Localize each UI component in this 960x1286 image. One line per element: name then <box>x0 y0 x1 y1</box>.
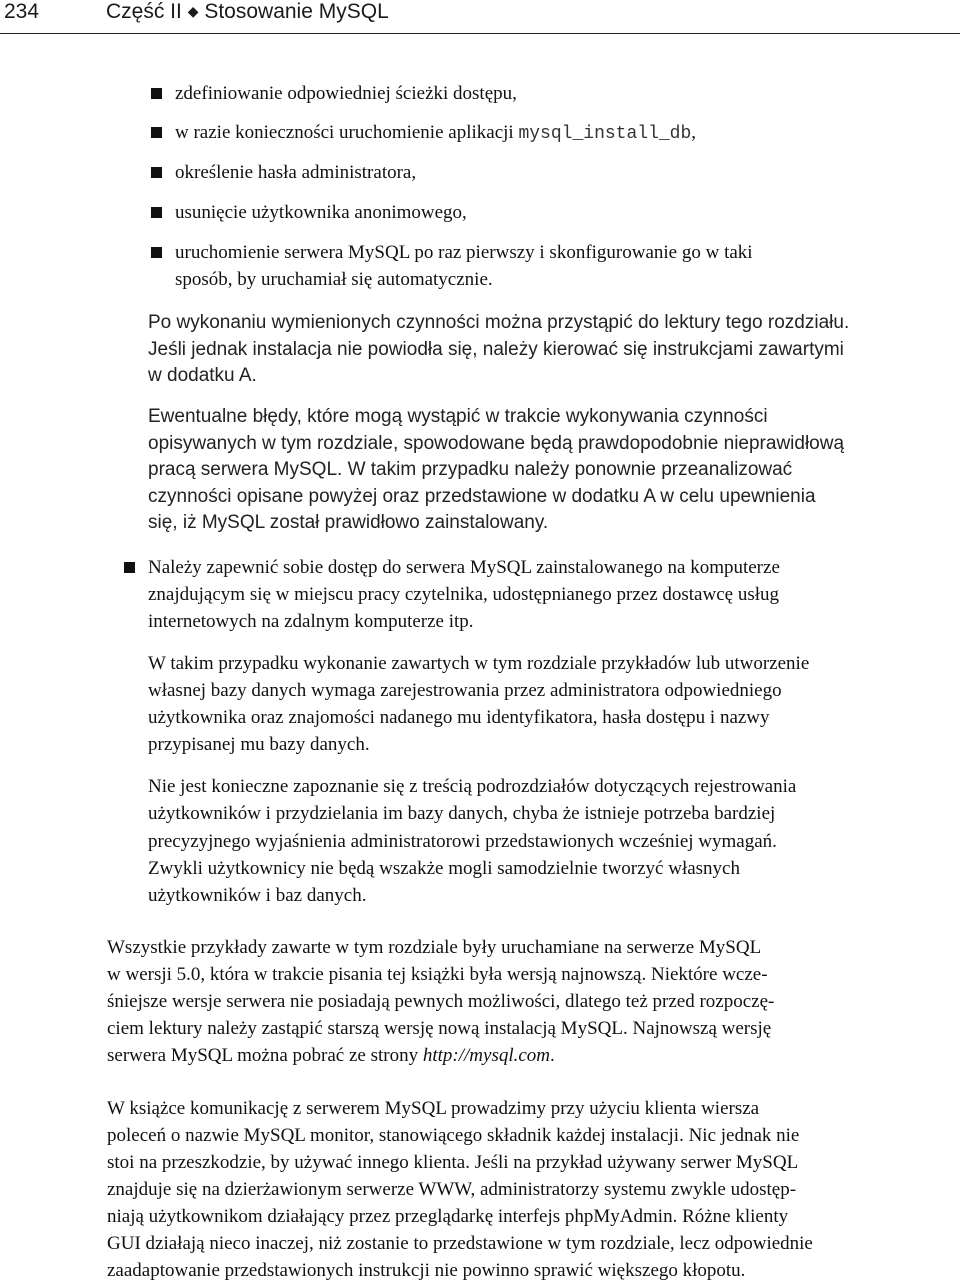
running-header <box>106 0 389 24</box>
text-line: Po wykonaniu wymienionych czynności można przystąpić do lektury tego rozdziału. <box>148 312 850 333</box>
text-line: się, iż MySQL został prawidłowo zainstalowany. <box>148 512 549 533</box>
note-paragraph <box>148 310 849 390</box>
text-line: użytkowników i baz danych. <box>148 885 367 907</box>
chapter-title: Stosowanie MySQL <box>204 0 389 23</box>
bullet-square-icon <box>151 167 162 178</box>
text-line: opisywanych w tym rozdziale, spowodowane będą prawdopodobnie nieprawidłową <box>148 432 845 454</box>
text-line: znajduje się na dzierżawionym serwerze WWW, administratorzy systemu zwykle udostęp- <box>107 1179 797 1200</box>
page-header <box>0 0 960 34</box>
text-line: Nie jest konieczne zapoznanie się z treścią podrozdziałów dotyczących rejestrowania <box>148 776 797 797</box>
page-number: 234 <box>4 0 40 23</box>
text-line: w wersji 5.0, która w trakcie pisania tej książki była wersją najnowszą. Niektóre wcze- <box>107 964 768 985</box>
text-line: poleceń o nazwie MySQL monitor, stanowiącego składnik każdej instalacji. Nic jednak nie <box>107 1125 800 1146</box>
text-line: W takim przypadku wykonanie zawartych w tym rozdziale przykładów lub utworzenie <box>148 653 810 674</box>
text-line: w dodatku A. <box>148 365 257 386</box>
text-line: Należy zapewnić sobie dostęp do serwera MySQL zainstalowanego na komputerze <box>148 557 780 578</box>
text-line: stoi na przeszkodzie, by używać innego klienta. Jeśli na przykład używany serwer MySQL <box>107 1152 799 1173</box>
bullet-square-icon <box>151 207 162 218</box>
text-line <box>107 1042 774 1069</box>
errors-paragraph <box>148 404 844 537</box>
text-span: serwera MySQL można pobrać ze strony <box>107 1045 423 1066</box>
register-paragraph <box>148 650 809 758</box>
text-line: Ewentualne błędy, które mogą wystąpić w trakcie wykonywania czynności <box>148 406 768 427</box>
client-paragraph <box>107 1095 813 1284</box>
text-line: śniejsze wersje serwera nie posiadają pewnych możliwości, dlatego też przed rozpoczę- <box>107 991 775 1012</box>
text-line: użytkownika oraz znajomości nadanego mu identyfikatora, hasła dostępu i nazwy <box>148 707 770 728</box>
part-label: Część II <box>106 0 182 23</box>
text-line: niają użytkownikom działający przez przeglądarkę interfejs phpMyAdmin. Różne klienty <box>107 1206 789 1227</box>
text-span: . <box>550 1045 555 1066</box>
text-line: W książce komunikację z serwerem MySQL prowadzimy przy użyciu klienta wiersza <box>107 1098 760 1119</box>
text-line: zaadaptowanie przedstawionych instrukcji nie powinno sprawić większego kłopotu. <box>107 1260 746 1281</box>
access-bullet-paragraph <box>148 554 780 635</box>
text-line: użytkowników i przydzielania im bazy danych, chyba że istnieje potrzeba bardziej <box>148 803 776 825</box>
list-item: określenie hasła administratora, <box>175 162 417 183</box>
not-needed-paragraph <box>148 773 796 909</box>
bullet-square-icon <box>124 562 135 573</box>
text-line: pracą serwera MySQL. W takim przypadku należy ponownie przeanalizować <box>148 459 793 480</box>
text-line: Zwykli użytkownicy nie będą wszakże mogli samodzielnie tworzyć własnych <box>148 857 740 879</box>
bullet-square-icon <box>151 88 162 99</box>
text-line: Wszystkie przykłady zawarte w tym rozdziale były uruchamiane na serwerze MySQL <box>107 937 762 958</box>
list-item: uruchomienie serwera MySQL po raz pierwszy i skonfigurowanie go w taki <box>175 242 753 263</box>
list-item-text: w razie konieczności uruchomienie aplikacji <box>175 122 519 143</box>
text-line: czynności opisane powyżej oraz przedstawione w dodatku A w celu upewnienia <box>148 485 816 507</box>
text-line: ciem lektury należy zastąpić starszą wersję nową instalacją MySQL. Najnowszą wersję <box>107 1018 772 1039</box>
code-mysql-install-db: mysql_install_db <box>518 124 692 144</box>
list-item: zdefiniowanie odpowiedniej ścieżki dostępu, <box>175 83 517 104</box>
bullet-square-icon <box>151 247 162 258</box>
version-paragraph <box>107 934 774 1069</box>
list-item-continuation: sposób, by uruchamiał się automatycznie. <box>175 269 493 290</box>
diamond-icon: ◆ <box>187 3 199 19</box>
list-item <box>175 119 696 148</box>
text-line: znajdującym się w miejscu pracy czytelnika, udostępnianego przez dostawcę usług <box>148 584 779 605</box>
bullet-square-icon <box>151 127 162 138</box>
header-rule <box>0 33 960 34</box>
text-line: precyzyjnego wyjaśnienia administratorowi przedstawionych wcześniej wymagań. <box>148 830 777 852</box>
list-item-text: , <box>691 122 697 143</box>
mysql-url-link[interactable]: http://mysql.com <box>422 1045 551 1066</box>
text-line: internetowych na zdalnym komputerze itp. <box>148 611 474 632</box>
list-item: usunięcie użytkownika anonimowego, <box>175 202 467 223</box>
text-line: GUI działają nieco inaczej, niż zostanie to przedstawione w tym rozdziale, lecz odpowiednie <box>107 1233 813 1254</box>
text-line: przypisanej mu bazy danych. <box>148 734 370 755</box>
text-line: Jeśli jednak instalacja nie powiodła się, należy kierować się instrukcjami zawartymi <box>148 338 844 360</box>
text-line: własnej bazy danych wymaga zarejestrowania przez administratora odpowiedniego <box>148 680 782 701</box>
